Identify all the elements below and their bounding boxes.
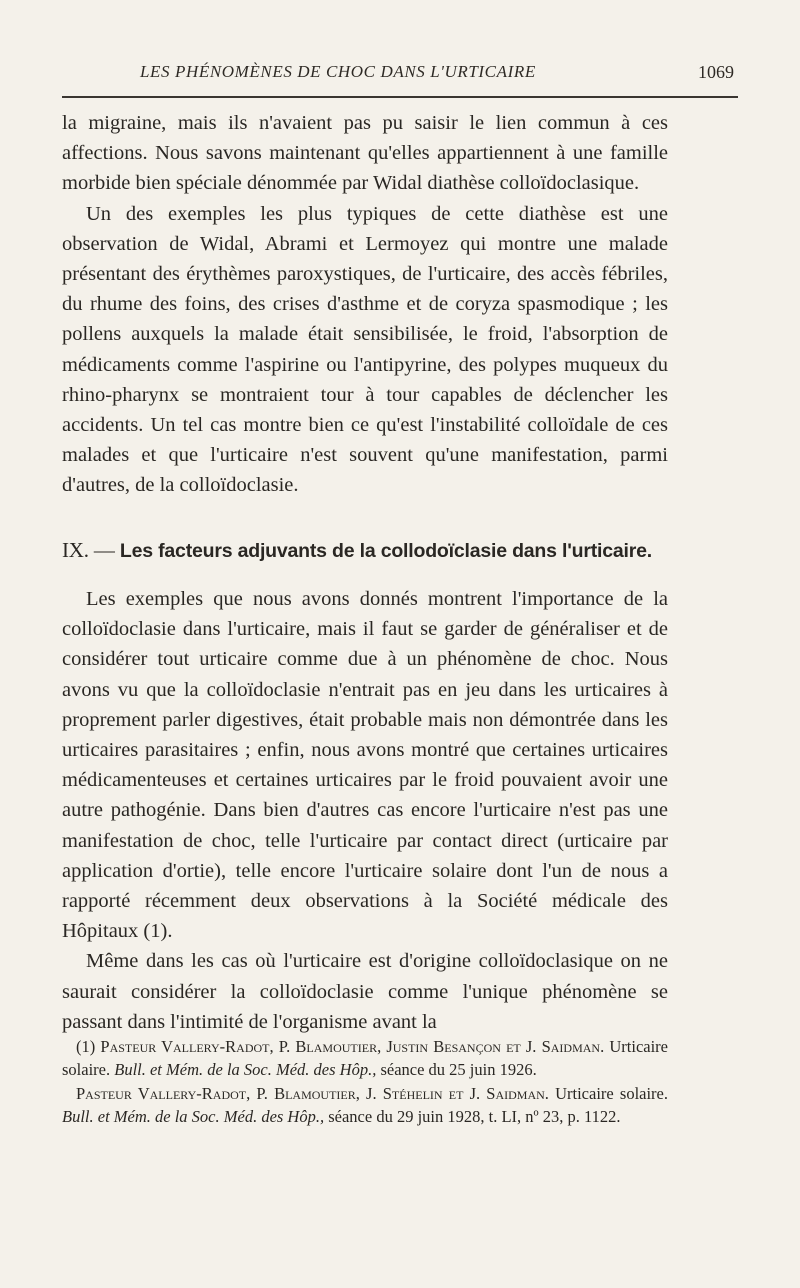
footnote-marker: (1) [76, 1037, 96, 1056]
footnote-authors: Pasteur Vallery-Radot, P. Blamoutier, J. Stéhelin et J. Saidman. [76, 1084, 549, 1103]
body-text-top [62, 108, 668, 501]
footnote-2 [62, 1083, 668, 1128]
paragraph: la migraine, mais ils n'avaient pas pu saisir le lien commun à ces affections. Nous savons maintenant qu'elles appartiennent à une famille morbide bien spéciale dénommée par Widal diathèse colloïdoclasique. [62, 112, 668, 195]
paragraph: Les exemples que nous avons donnés montrent l'importance de la colloïdoclasie dans l'urticaire, mais il faut se garder de généraliser et de considérer tout urticaire comme due à un phénomène de choc. Nous avons vu que la colloïdoclasie n'entrait pas en jeu dans les urticaires à proprement parler digestives, était probable mais non démontrée dans les urticaires parasitaires ; enfin, nous avons montré que certaines urticaires médicamenteuses et certaines urticaires par le froid pouvaient avoir une autre pathogénie. Dans bien d'autres cas encore l'urticaire n'est pas une manifestation de choc, telle l'urticaire par contact direct (urticaire par application d'ortie), telle encore l'urticaire solaire dont l'un de nous a rapporté récemment deux observations à la Société médicale des Hôpitaux (1). [62, 588, 668, 943]
footnote-journal: Bull. et Mém. de la Soc. Méd. des Hôp., [114, 1059, 377, 1079]
footnote-details: séance du 29 juin 1928, t. LI, nº 23, p. 1122. [328, 1106, 621, 1126]
footnote-details: séance du 25 juin 1926. [380, 1059, 537, 1079]
section-title: Les facteurs adjuvants de la collodoïclasie dans l'urticaire. [119, 540, 653, 562]
page-header [62, 62, 738, 98]
paragraph: Un des exemples les plus typiques de cette diathèse est une observation de Widal, Abrami et Lermoyez qui montre une malade présentant des érythèmes paroxystiques, de l'urticaire, des accès fébriles, du rhume des foins, des crises d'asthme et de coryza spasmodique ; les pollens auxquels la malade était sensibilisée, le froid, l'absorption de médicaments comme l'aspirine ou l'antipyrine, des polypes muqueux du rhino-pharynx se montraient tour à tour capables de déclencher les accidents. Un tel cas montre bien ce qu'est l'instabilité colloïdale de ces malades et que l'urticaire n'est souvent qu'une manifestation, parmi d'autres, de la colloïdoclasie. [62, 202, 668, 497]
footnote-authors: Pasteur Vallery-Radot, P. Blamoutier, Justin Besançon et J. Saidman. [100, 1037, 605, 1056]
page-number: 1069 [698, 62, 734, 82]
section-number: IX. — [62, 538, 115, 562]
footnote-title: Urticaire solaire. [62, 1037, 669, 1079]
footnote-1 [62, 1036, 668, 1081]
running-title: LES PHÉNOMÈNES DE CHOC DANS L'URTICAIRE [140, 62, 536, 81]
paragraph: Même dans les cas où l'urticaire est d'origine colloïdoclasique on ne saurait considérer la colloïdoclasie comme l'unique phénomène se passant dans l'intimité de l'organisme avant la [62, 950, 668, 1033]
section-heading [62, 538, 668, 563]
body-text-bottom [62, 584, 668, 1037]
footnotes [62, 1036, 668, 1128]
footnote-journal: Bull. et Mém. de la Soc. Méd. des Hôp., [62, 1106, 325, 1126]
footnote-title: Urticaire solaire. [555, 1084, 668, 1103]
